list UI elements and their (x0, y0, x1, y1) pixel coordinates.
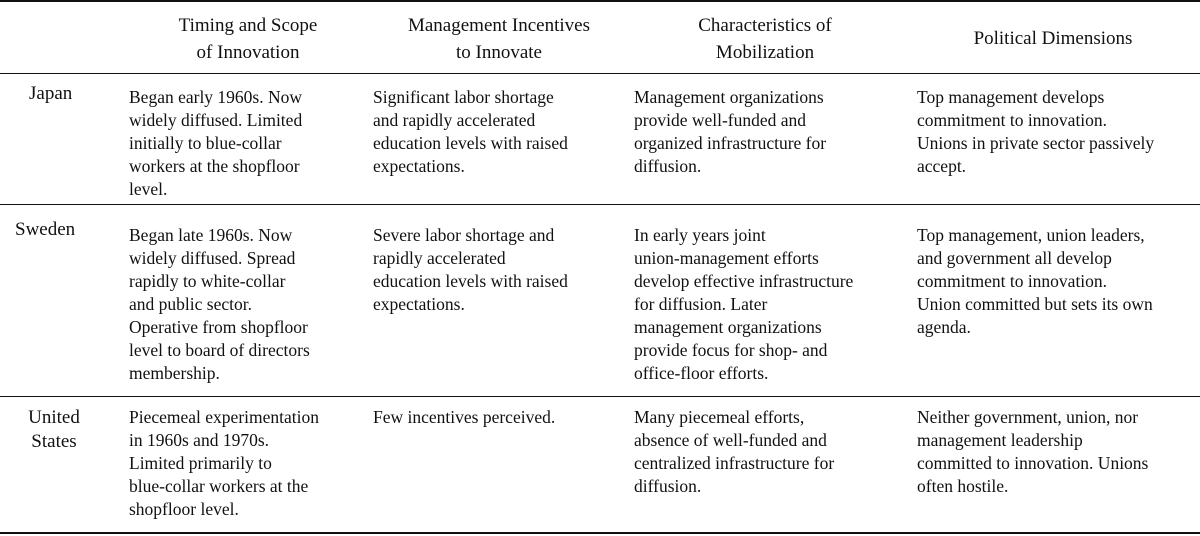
column-header-management-incentives: Management Incentives to Innovate (407, 15, 590, 63)
top-rule (0, 0, 1200, 2)
column-header-mobilization: Characteristics of Mobilization (698, 15, 832, 63)
sweden-mobilization-cell: In early years joint union-management efforts develop effective infrastructure for diffusion. Later management organizations provide focus for shop- and office-floor efforts. (634, 225, 854, 383)
row-label-sweden: Sweden (15, 219, 76, 240)
united-states-management-incentives-cell: Few incentives perceived. (373, 407, 556, 427)
bottom-rule (0, 532, 1200, 534)
japan-management-incentives-cell: Significant labor shortage and rapidly accelerated education levels with raised expectations. (373, 87, 568, 176)
column-header-political-dimensions: Political Dimensions (973, 28, 1133, 49)
japan-mobilization-cell: Management organizations provide well-funded and organized infrastructure for diffusion. (634, 87, 827, 176)
united-states-political-dimensions-cell: Neither government, union, nor management leadership committed to innovation. Unions often hostile. (917, 407, 1149, 496)
united-states-timing-scope-cell: Piecemeal experimentation in 1960s and 1970s. Limited primarily to blue-collar workers at the shopfloor level. (129, 407, 319, 519)
column-header-timing-scope: Timing and Scope of Innovation (178, 15, 318, 63)
row-rule-2 (0, 396, 1200, 397)
row-label-united-states: United States (28, 407, 80, 452)
row-label-japan: Japan (29, 83, 73, 104)
japan-political-dimensions-cell: Top management develops commitment to innovation. Unions in private sector passively accept. (917, 87, 1155, 176)
header-rule (0, 73, 1200, 74)
japan-timing-scope-cell: Began early 1960s. Now widely diffused. Limited initially to blue-collar workers at the shopfloor level. (129, 87, 303, 199)
row-rule-1 (0, 204, 1200, 205)
sweden-management-incentives-cell: Severe labor shortage and rapidly accelerated education levels with raised expectations. (373, 225, 568, 314)
sweden-timing-scope-cell: Began late 1960s. Now widely diffused. Spread rapidly to white-collar and public sector. Operative from shopfloor level to board of directors membership. (129, 225, 310, 383)
united-states-mobilization-cell: Many piecemeal efforts, absence of well-funded and centralized infrastructure for diffusion. (634, 407, 835, 496)
sweden-political-dimensions-cell: Top management, union leaders, and government all develop commitment to innovation. Union committed but sets its own agenda. (917, 225, 1153, 337)
